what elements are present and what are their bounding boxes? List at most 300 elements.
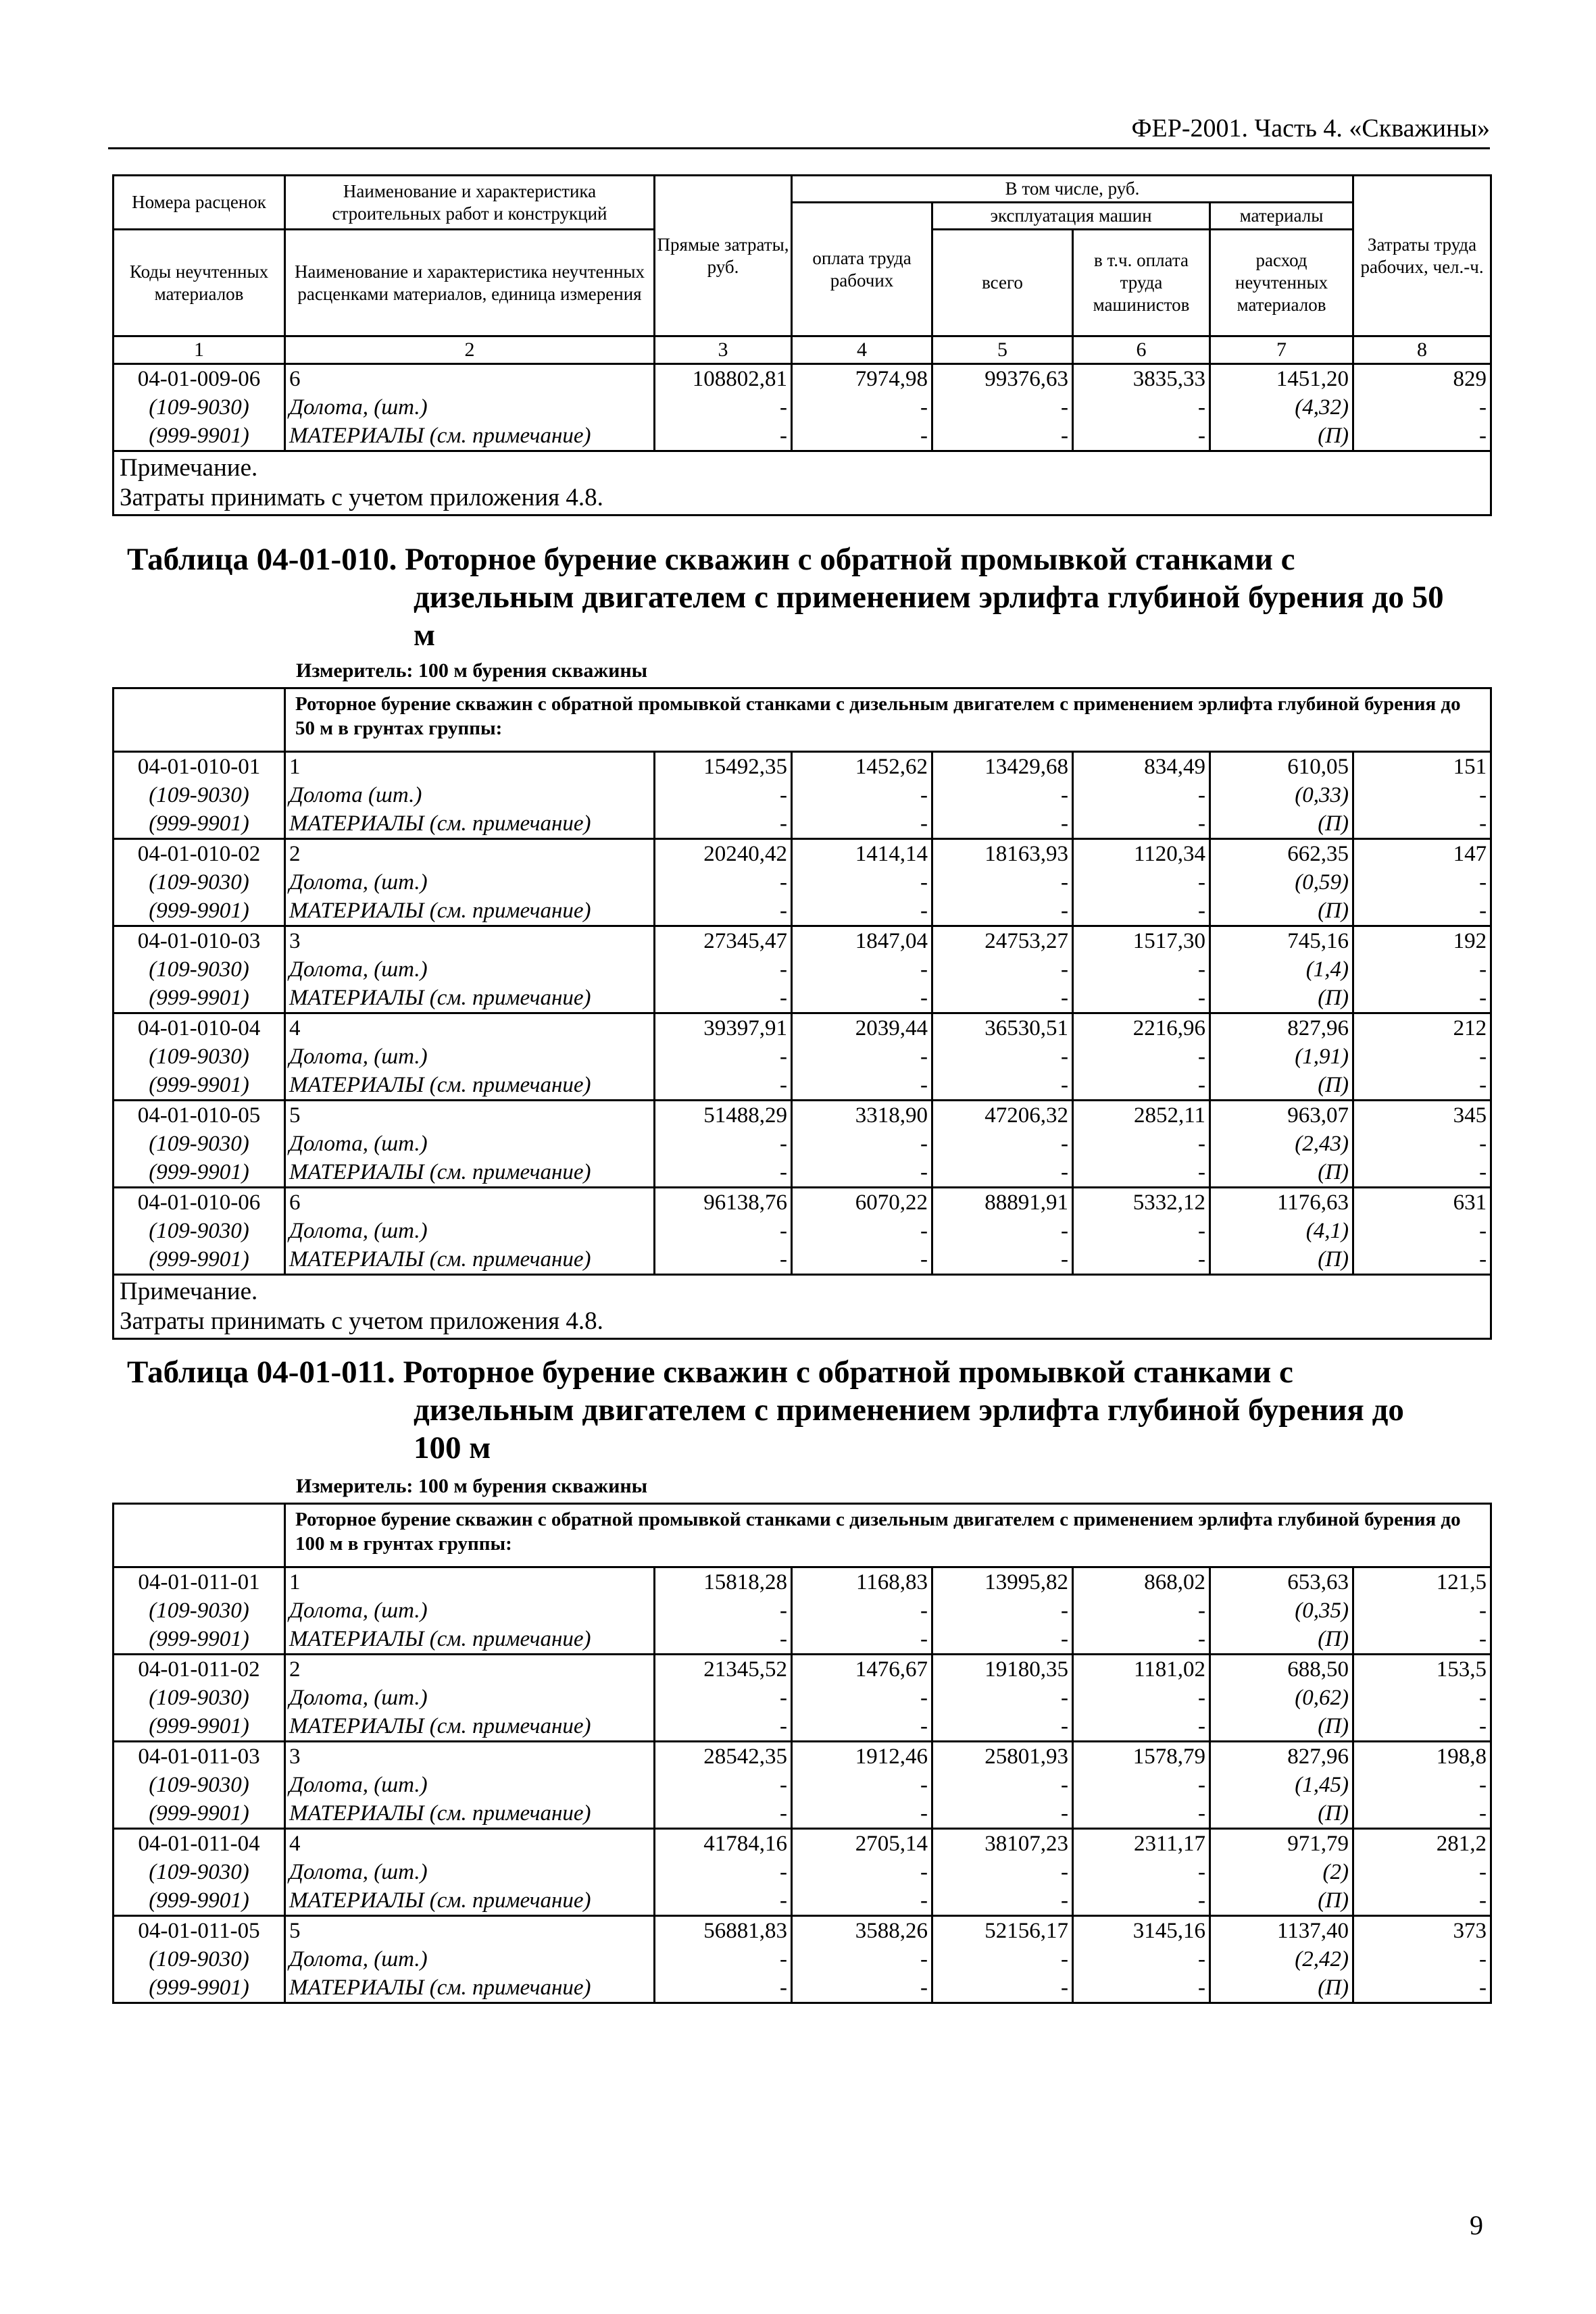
machines-total: 13429,68 bbox=[984, 755, 1068, 779]
header-material-consumption: расход неучтенных материалов bbox=[1210, 230, 1353, 336]
dash: - bbox=[920, 1160, 928, 1184]
material-quantity: (2,42) bbox=[1295, 1947, 1349, 1971]
material-quantity: (П) bbox=[1318, 1073, 1349, 1097]
dash: - bbox=[1198, 811, 1205, 836]
rate-code: 04-01-009-06 bbox=[137, 367, 261, 391]
dash: - bbox=[920, 899, 928, 923]
dash: - bbox=[920, 1219, 928, 1243]
material-code: (109-9030) bbox=[149, 1773, 249, 1797]
machines-total: 36530,51 bbox=[984, 1016, 1068, 1040]
material-code: (109-9030) bbox=[149, 1686, 249, 1710]
worker-pay: 1168,83 bbox=[855, 1570, 928, 1594]
dash: - bbox=[1479, 1219, 1487, 1243]
machinist-pay: 1578,79 bbox=[1132, 1744, 1205, 1769]
dash: - bbox=[1061, 957, 1068, 982]
table-header bbox=[114, 176, 1491, 364]
material-code: (999-9901) bbox=[149, 424, 249, 448]
dash: - bbox=[1198, 1801, 1205, 1826]
direct-costs: 51488,29 bbox=[703, 1103, 787, 1128]
dash: - bbox=[920, 957, 928, 982]
rate-code: 04-01-010-04 bbox=[137, 1016, 261, 1040]
dash: - bbox=[1061, 1073, 1068, 1097]
dash: - bbox=[780, 986, 787, 1010]
column-number: 4 bbox=[792, 336, 932, 364]
dash: - bbox=[920, 783, 928, 807]
material-code: (109-9030) bbox=[149, 1045, 249, 1069]
machines-total: 25801,93 bbox=[984, 1744, 1068, 1769]
dash: - bbox=[1479, 1801, 1487, 1826]
dash: - bbox=[1479, 424, 1487, 448]
rate-row bbox=[114, 1013, 1491, 1101]
worker-pay: 3588,26 bbox=[855, 1919, 928, 1943]
column-number: 8 bbox=[1353, 336, 1491, 364]
material-name: МАТЕРИАЛЫ (см. примечание) bbox=[289, 811, 591, 836]
materials-cost: 610,05 bbox=[1287, 755, 1349, 779]
material-name: Долота, (шт.) bbox=[289, 1045, 428, 1069]
rate-code: 04-01-010-02 bbox=[137, 842, 261, 866]
materials-cost: 827,96 bbox=[1287, 1016, 1349, 1040]
header-work-name: Наименование и характеристика строительных работ и конструкций bbox=[285, 176, 655, 230]
dash: - bbox=[780, 1073, 787, 1097]
dash: - bbox=[780, 1976, 787, 2000]
machines-total: 52156,17 bbox=[984, 1919, 1068, 1943]
dash: - bbox=[780, 1801, 787, 1826]
header-labor-hours: Затраты труда рабочих, чел.-ч. bbox=[1353, 176, 1491, 336]
material-quantity: (4,1) bbox=[1305, 1219, 1349, 1243]
material-name: МАТЕРИАЛЫ (см. примечание) bbox=[289, 1888, 591, 1913]
rate-name: 3 bbox=[289, 929, 301, 953]
dash: - bbox=[780, 957, 787, 982]
material-quantity: (0,35) bbox=[1295, 1599, 1349, 1623]
dash: - bbox=[1198, 957, 1205, 982]
table-011-meter: Измеритель: 100 м бурения скважины bbox=[296, 1475, 648, 1497]
dash: - bbox=[1479, 1860, 1487, 1884]
dash: - bbox=[780, 1860, 787, 1884]
materials-cost: 1137,40 bbox=[1276, 1919, 1349, 1943]
labor-hours: 281,2 bbox=[1436, 1832, 1487, 1856]
dash: - bbox=[1198, 1627, 1205, 1651]
rate-row bbox=[114, 926, 1491, 1013]
dash: - bbox=[920, 1976, 928, 2000]
header-machinist-pay: в т.ч. оплата труда машинистов bbox=[1073, 230, 1210, 336]
dash: - bbox=[920, 811, 928, 836]
machines-total: 18163,93 bbox=[984, 842, 1068, 866]
dash: - bbox=[780, 1599, 787, 1623]
dash: - bbox=[1479, 957, 1487, 982]
dash: - bbox=[1061, 1132, 1068, 1156]
table-010-title: Таблица 04-01-010. Роторное бурение скважин с обратной промывкой станками с дизельным двигателем с применением эрлифта глубиной бурения до 50 м bbox=[127, 542, 1444, 653]
table-010-meter: Измеритель: 100 м бурения скважины bbox=[296, 659, 648, 682]
machinist-pay: 3835,33 bbox=[1132, 367, 1205, 391]
dash: - bbox=[1479, 811, 1487, 836]
labor-hours: 147 bbox=[1453, 842, 1487, 866]
dash: - bbox=[780, 1247, 787, 1272]
dash: - bbox=[920, 395, 928, 420]
material-code: (999-9901) bbox=[149, 1160, 249, 1184]
rate-row bbox=[114, 1916, 1491, 2003]
machinist-pay: 2852,11 bbox=[1133, 1103, 1205, 1128]
dash: - bbox=[1198, 1219, 1205, 1243]
dash: - bbox=[920, 1073, 928, 1097]
material-code: (999-9901) bbox=[149, 811, 249, 836]
dash: - bbox=[1061, 1627, 1068, 1651]
dash: - bbox=[1061, 1714, 1068, 1738]
rate-name: 3 bbox=[289, 1744, 301, 1769]
dash: - bbox=[780, 1714, 787, 1738]
dash: - bbox=[1479, 783, 1487, 807]
dash: - bbox=[920, 1860, 928, 1884]
dash: - bbox=[1061, 1976, 1068, 2000]
material-code: (999-9901) bbox=[149, 1627, 249, 1651]
materials-cost: 827,96 bbox=[1287, 1744, 1349, 1769]
dash: - bbox=[1061, 395, 1068, 420]
rate-row bbox=[114, 839, 1491, 926]
worker-pay: 2705,14 bbox=[855, 1832, 928, 1856]
dash: - bbox=[1061, 1686, 1068, 1710]
dash: - bbox=[920, 1801, 928, 1826]
machinist-pay: 834,49 bbox=[1144, 755, 1205, 779]
rate-name: 2 bbox=[289, 842, 301, 866]
machinist-pay: 1181,02 bbox=[1133, 1657, 1205, 1682]
labor-hours: 198,8 bbox=[1436, 1744, 1487, 1769]
dash: - bbox=[1479, 986, 1487, 1010]
labor-hours: 373 bbox=[1453, 1919, 1487, 1943]
material-name: МАТЕРИАЛЫ (см. примечание) bbox=[289, 1627, 591, 1651]
material-quantity: (П) bbox=[1318, 986, 1349, 1010]
material-code: (999-9901) bbox=[149, 1073, 249, 1097]
rate-code: 04-01-011-01 bbox=[138, 1570, 260, 1594]
dash: - bbox=[1479, 870, 1487, 895]
dash: - bbox=[1479, 1247, 1487, 1272]
material-name: Долота, (шт.) bbox=[289, 1132, 428, 1156]
column-number: 5 bbox=[932, 336, 1073, 364]
header-worker-pay: оплата труда рабочих bbox=[792, 203, 932, 336]
material-code: (109-9030) bbox=[149, 783, 249, 807]
machines-total: 47206,32 bbox=[984, 1103, 1068, 1128]
dash: - bbox=[1479, 1132, 1487, 1156]
machines-total: 38107,23 bbox=[984, 1832, 1068, 1856]
labor-hours: 192 bbox=[1453, 929, 1487, 953]
machines-total: 99376,63 bbox=[984, 367, 1068, 391]
table-011-title: Таблица 04-01-011. Роторное бурение скважин с обратной промывкой станками с дизельным двигателем с применением эрлифта глубиной бурения до 100 м bbox=[127, 1355, 1404, 1465]
labor-hours: 345 bbox=[1453, 1103, 1487, 1128]
machinist-pay: 1120,34 bbox=[1133, 842, 1205, 866]
dash: - bbox=[1198, 1045, 1205, 1069]
direct-costs: 41784,16 bbox=[703, 1832, 787, 1856]
material-name: Долота, (шт.) bbox=[289, 957, 428, 982]
material-quantity: (0,33) bbox=[1295, 783, 1349, 807]
dash: - bbox=[1198, 1773, 1205, 1797]
direct-costs: 27345,47 bbox=[703, 929, 787, 953]
dash: - bbox=[1198, 870, 1205, 895]
rates-table-010 bbox=[112, 687, 1492, 1340]
rate-name: 4 bbox=[289, 1832, 301, 1856]
dash: - bbox=[780, 1045, 787, 1069]
materials-cost: 963,07 bbox=[1287, 1103, 1349, 1128]
dash: - bbox=[920, 1132, 928, 1156]
dash: - bbox=[1061, 1160, 1068, 1184]
material-quantity: (П) bbox=[1318, 1976, 1349, 2000]
material-code: (999-9901) bbox=[149, 1247, 249, 1272]
material-quantity: (2) bbox=[1322, 1860, 1349, 1884]
rate-name: 1 bbox=[289, 755, 301, 779]
header-materials: материалы bbox=[1210, 203, 1353, 230]
dash: - bbox=[1061, 1045, 1068, 1069]
dash: - bbox=[1198, 899, 1205, 923]
machines-total: 19180,35 bbox=[984, 1657, 1068, 1682]
dash: - bbox=[1198, 1860, 1205, 1884]
column-number: 1 bbox=[114, 336, 285, 364]
material-name: Долота (шт.) bbox=[289, 783, 422, 807]
dash: - bbox=[780, 1160, 787, 1184]
labor-hours: 153,5 bbox=[1436, 1657, 1487, 1682]
header-material-codes: Коды неучтенных материалов bbox=[114, 230, 285, 336]
header-machines-total: всего bbox=[932, 230, 1073, 336]
worker-pay: 1476,67 bbox=[855, 1657, 928, 1682]
direct-costs: 108802,81 bbox=[692, 367, 787, 391]
dash: - bbox=[1198, 1714, 1205, 1738]
rate-code: 04-01-011-02 bbox=[138, 1657, 260, 1682]
dash: - bbox=[780, 811, 787, 836]
materials-cost: 1451,20 bbox=[1276, 367, 1349, 391]
rates-table-011 bbox=[112, 1503, 1492, 2004]
materials-cost: 745,16 bbox=[1287, 929, 1349, 953]
material-name: МАТЕРИАЛЫ (см. примечание) bbox=[289, 899, 591, 923]
dash: - bbox=[1479, 1045, 1487, 1069]
dash: - bbox=[1479, 1160, 1487, 1184]
rate-row bbox=[114, 1101, 1491, 1188]
material-code: (109-9030) bbox=[149, 1219, 249, 1243]
column-numbers-row bbox=[114, 336, 1491, 364]
dash: - bbox=[1198, 1132, 1205, 1156]
material-code: (999-9901) bbox=[149, 1976, 249, 2000]
rate-code: 04-01-011-03 bbox=[138, 1744, 260, 1769]
dash: - bbox=[1061, 1247, 1068, 1272]
dash: - bbox=[920, 1714, 928, 1738]
note-text: Затраты принимать с учетом приложения 4.8. bbox=[120, 484, 603, 511]
dash: - bbox=[1479, 1888, 1487, 1913]
material-quantity: (П) bbox=[1318, 1888, 1349, 1913]
material-quantity: (1,4) bbox=[1305, 957, 1349, 982]
material-name: Долота, (шт.) bbox=[289, 1947, 428, 1971]
material-quantity: (П) bbox=[1318, 1714, 1349, 1738]
dash: - bbox=[1198, 1247, 1205, 1272]
rate-row bbox=[114, 364, 1491, 451]
machinist-pay: 1517,30 bbox=[1132, 929, 1205, 953]
labor-hours: 829 bbox=[1453, 367, 1487, 391]
rate-row bbox=[114, 1655, 1491, 1742]
material-quantity: (П) bbox=[1318, 1801, 1349, 1826]
rate-name: 5 bbox=[289, 1919, 301, 1943]
rate-name: 2 bbox=[289, 1657, 301, 1682]
material-code: (109-9030) bbox=[149, 1599, 249, 1623]
note-title: Примечание. bbox=[120, 1278, 258, 1305]
dash: - bbox=[1479, 1773, 1487, 1797]
header-including: В том числе, руб. bbox=[792, 176, 1353, 203]
machines-total: 13995,82 bbox=[984, 1570, 1068, 1594]
worker-pay: 1912,46 bbox=[855, 1744, 928, 1769]
dash: - bbox=[780, 424, 787, 448]
column-number: 6 bbox=[1073, 336, 1210, 364]
header-material-names: Наименование и характеристика неучтенных расценками материалов, единица измерения bbox=[285, 230, 655, 336]
dash: - bbox=[780, 1627, 787, 1651]
dash: - bbox=[780, 1219, 787, 1243]
dash: - bbox=[1479, 1947, 1487, 1971]
worker-pay: 3318,90 bbox=[855, 1103, 928, 1128]
material-name: Долота, (шт.) bbox=[289, 1219, 428, 1243]
worker-pay: 1452,62 bbox=[855, 755, 928, 779]
table-010-group-heading: Роторное бурение скважин с обратной промывкой станками с дизельным двигателем с применением эрлифта глубиной бурения до 50 м в грунтах группы: bbox=[285, 688, 1491, 752]
worker-pay: 1847,04 bbox=[855, 929, 928, 953]
material-code: (109-9030) bbox=[149, 870, 249, 895]
dash: - bbox=[1061, 986, 1068, 1010]
dash: - bbox=[1479, 899, 1487, 923]
material-name: МАТЕРИАЛЫ (см. примечание) bbox=[289, 1976, 591, 2000]
materials-cost: 688,50 bbox=[1287, 1657, 1349, 1682]
dash: - bbox=[920, 1599, 928, 1623]
dash: - bbox=[920, 1947, 928, 1971]
dash: - bbox=[780, 899, 787, 923]
dash: - bbox=[1061, 1219, 1068, 1243]
dash: - bbox=[1061, 783, 1068, 807]
material-name: Долота, (шт.) bbox=[289, 870, 428, 895]
dash: - bbox=[780, 783, 787, 807]
material-name: МАТЕРИАЛЫ (см. примечание) bbox=[289, 1160, 591, 1184]
material-code: (999-9901) bbox=[149, 1801, 249, 1826]
material-code: (999-9901) bbox=[149, 1888, 249, 1913]
worker-pay: 6070,22 bbox=[855, 1190, 928, 1215]
dash: - bbox=[780, 1686, 787, 1710]
material-code: (999-9901) bbox=[149, 1714, 249, 1738]
dash: - bbox=[1198, 1073, 1205, 1097]
dash: - bbox=[1479, 1976, 1487, 2000]
material-name: Долота, (шт.) bbox=[289, 1860, 428, 1884]
direct-costs: 21345,52 bbox=[703, 1657, 787, 1682]
dash: - bbox=[1061, 870, 1068, 895]
machinist-pay: 3145,16 bbox=[1132, 1919, 1205, 1943]
labor-hours: 121,5 bbox=[1436, 1570, 1487, 1594]
dash: - bbox=[1479, 1686, 1487, 1710]
direct-costs: 96138,76 bbox=[703, 1190, 787, 1215]
dash: - bbox=[1198, 395, 1205, 420]
dash: - bbox=[1198, 1976, 1205, 2000]
header-rate-numbers: Номера расценок bbox=[114, 176, 285, 230]
dash: - bbox=[1479, 1599, 1487, 1623]
dash: - bbox=[920, 1773, 928, 1797]
dash: - bbox=[920, 1686, 928, 1710]
material-quantity: (П) bbox=[1318, 1627, 1349, 1651]
rate-name: 6 bbox=[289, 1190, 301, 1215]
dash: - bbox=[780, 1773, 787, 1797]
labor-hours: 151 bbox=[1453, 755, 1487, 779]
dash: - bbox=[1479, 1627, 1487, 1651]
dash: - bbox=[1061, 424, 1068, 448]
rate-code: 04-01-011-05 bbox=[138, 1919, 260, 1943]
machinist-pay: 2311,17 bbox=[1133, 1832, 1205, 1856]
dash: - bbox=[1061, 1888, 1068, 1913]
column-number: 7 bbox=[1210, 336, 1353, 364]
material-name: Долота, (шт.) bbox=[289, 1599, 428, 1623]
materials-cost: 653,63 bbox=[1287, 1570, 1349, 1594]
dash: - bbox=[1198, 1599, 1205, 1623]
rate-row bbox=[114, 1188, 1491, 1275]
materials-cost: 662,35 bbox=[1287, 842, 1349, 866]
rate-row bbox=[114, 1567, 1491, 1655]
dash: - bbox=[920, 1247, 928, 1272]
material-code: (109-9030) bbox=[149, 957, 249, 982]
rate-row bbox=[114, 752, 1491, 839]
running-head: ФЕР-2001. Часть 4. «Скважины» bbox=[108, 114, 1490, 149]
dash: - bbox=[780, 395, 787, 420]
material-quantity: (П) bbox=[1318, 1247, 1349, 1272]
labor-hours: 631 bbox=[1453, 1190, 1487, 1215]
dash: - bbox=[1198, 1160, 1205, 1184]
material-name: МАТЕРИАЛЫ (см. примечание) bbox=[289, 1073, 591, 1097]
dash: - bbox=[920, 1627, 928, 1651]
dash: - bbox=[1061, 1860, 1068, 1884]
material-quantity: (0,59) bbox=[1295, 870, 1349, 895]
column-number: 3 bbox=[655, 336, 792, 364]
dash: - bbox=[1198, 986, 1205, 1010]
dash: - bbox=[920, 986, 928, 1010]
materials-cost: 971,79 bbox=[1287, 1832, 1349, 1856]
rates-table-009 bbox=[112, 174, 1492, 516]
dash: - bbox=[1198, 1888, 1205, 1913]
direct-costs: 28542,35 bbox=[703, 1744, 787, 1769]
material-code: (109-9030) bbox=[149, 395, 249, 420]
direct-costs: 56881,83 bbox=[703, 1919, 787, 1943]
direct-costs: 20240,42 bbox=[703, 842, 787, 866]
dash: - bbox=[1479, 1073, 1487, 1097]
header-machines: эксплуатация машин bbox=[932, 203, 1210, 230]
material-name: Долота, (шт.) bbox=[289, 395, 428, 420]
material-name: МАТЕРИАЛЫ (см. примечание) bbox=[289, 424, 591, 448]
worker-pay: 2039,44 bbox=[855, 1016, 928, 1040]
dash: - bbox=[1061, 1947, 1068, 1971]
material-quantity: (1,45) bbox=[1295, 1773, 1349, 1797]
machinist-pay: 5332,12 bbox=[1132, 1190, 1205, 1215]
page-number: 9 bbox=[1470, 2210, 1483, 2240]
material-code: (109-9030) bbox=[149, 1947, 249, 1971]
direct-costs: 39397,91 bbox=[703, 1016, 787, 1040]
dash: - bbox=[1061, 1599, 1068, 1623]
dash: - bbox=[1061, 1773, 1068, 1797]
material-quantity: (0,62) bbox=[1295, 1686, 1349, 1710]
dash: - bbox=[1198, 783, 1205, 807]
header-direct-costs: Прямые затраты, руб. bbox=[655, 176, 792, 336]
material-name: МАТЕРИАЛЫ (см. примечание) bbox=[289, 1247, 591, 1272]
rate-row bbox=[114, 1742, 1491, 1829]
rate-name: 6 bbox=[289, 367, 301, 391]
materials-cost: 1176,63 bbox=[1276, 1190, 1349, 1215]
rate-code: 04-01-010-03 bbox=[137, 929, 261, 953]
rate-name: 4 bbox=[289, 1016, 301, 1040]
material-quantity: (4,32) bbox=[1295, 395, 1349, 420]
material-name: МАТЕРИАЛЫ (см. примечание) bbox=[289, 1801, 591, 1826]
material-quantity: (П) bbox=[1318, 811, 1349, 836]
material-quantity: (П) bbox=[1318, 424, 1349, 448]
rate-code: 04-01-010-05 bbox=[137, 1103, 261, 1128]
material-code: (999-9901) bbox=[149, 899, 249, 923]
direct-costs: 15492,35 bbox=[703, 755, 787, 779]
material-name: МАТЕРИАЛЫ (см. примечание) bbox=[289, 1714, 591, 1738]
dash: - bbox=[780, 1947, 787, 1971]
column-number: 2 bbox=[285, 336, 655, 364]
machines-total: 24753,27 bbox=[984, 929, 1068, 953]
rate-code: 04-01-011-04 bbox=[138, 1832, 260, 1856]
rate-name: 1 bbox=[289, 1570, 301, 1594]
dash: - bbox=[1479, 1714, 1487, 1738]
